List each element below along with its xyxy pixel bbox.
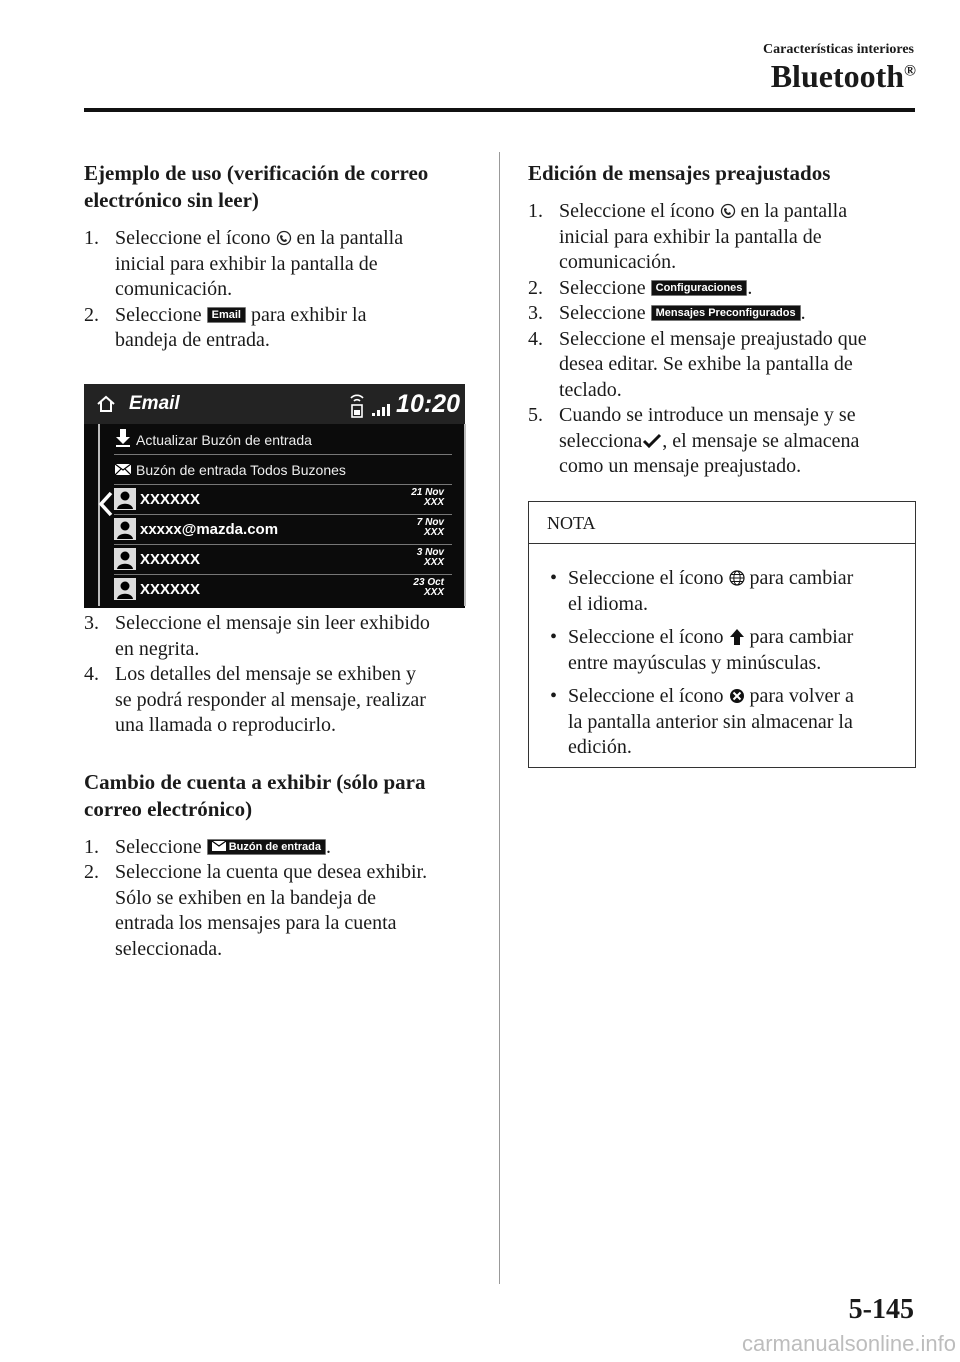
preset-step-5: 5. Cuando se introduce un mensaje y se selecciona , el mensaje se almacena como un mensaje preajustado. [528, 404, 860, 477]
left-column-bottom [84, 611, 484, 962]
heading-preset-messages: Edición de mensajes preajustados [528, 161, 831, 185]
note-title: NOTA [529, 502, 915, 544]
email-screen [84, 384, 465, 608]
step-3: 3. Seleccione el mensaje sin leer exhibido en negrita. [84, 612, 430, 660]
message-row[interactable] [114, 545, 452, 575]
download-icon [116, 429, 130, 447]
message-date: 23 Oct XXX [413, 577, 444, 598]
signal-icon [372, 404, 390, 416]
back-chevron-icon[interactable] [98, 491, 114, 517]
note-item-back: • Seleccione el ícono para volver a la pantalla anterior sin almacenar la edición. [550, 685, 854, 758]
home-icon[interactable] [96, 395, 116, 413]
person-icon [114, 518, 136, 540]
envelope-icon [115, 464, 131, 475]
note-body [529, 544, 915, 761]
right-column [528, 160, 918, 480]
message-date: 3 Nov XXX [416, 547, 444, 568]
menu-update-inbox[interactable]: Actualizar Buzón de entrada [114, 425, 452, 455]
step-1: 1. Seleccione el ícono en la pantalla inicial para exhibir la pantalla de comunicación. [84, 227, 404, 300]
communication-icon [276, 230, 292, 246]
message-row[interactable] [114, 575, 452, 604]
heading-change-account: Cambio de cuenta a exhibir (sólo para correo electrónico) [84, 769, 426, 821]
account-step-1: 1. Seleccione Buzón de entrada . [84, 835, 331, 858]
screen-title: Email [129, 393, 180, 414]
cancel-icon [729, 688, 745, 704]
message-sender: xxxxx@mazda.com [140, 521, 279, 538]
message-row[interactable] [114, 515, 452, 545]
avatar [114, 518, 136, 540]
note-box [528, 501, 916, 768]
note-item-shift: • Seleccione el ícono para cambiar entre mayúsculas y minúsculas. [550, 626, 854, 674]
message-sender: XXXXXX [140, 581, 201, 598]
heading-example: Ejemplo de uso (verificación de correo electrónico sin leer) [84, 161, 429, 212]
message-row[interactable] [114, 485, 452, 515]
settings-button[interactable]: Configuraciones [651, 280, 748, 296]
screen-topbar [84, 384, 465, 424]
preset-step-2: 2. Seleccione Configuraciones . [528, 276, 753, 299]
column-divider [499, 152, 500, 1284]
preset-step-3: 3. Seleccione Mensajes Preconfigurados . [528, 302, 806, 324]
check-icon [642, 433, 662, 449]
left-column-top [84, 160, 484, 354]
screen-clock: 10:20 [396, 390, 460, 418]
preset-step-4: 4. Seleccione el mensaje preajustado que desea editar. Se exhibe la pantalla de teclado. [528, 327, 867, 401]
header-rule [84, 108, 915, 112]
message-date: 21 Nov XXX [411, 487, 444, 508]
avatar [114, 548, 136, 570]
section-title: Características interiores [763, 42, 914, 57]
person-icon [114, 578, 136, 600]
message-sender: XXXXXX [140, 491, 201, 508]
note-item-language: • Seleccione el ícono para cambiar el idioma. [550, 567, 854, 615]
shift-arrow-icon [729, 629, 745, 645]
chapter-title: Bluetooth® [770, 58, 916, 94]
person-icon [114, 548, 136, 570]
registered-mark: ® [904, 62, 916, 80]
globe-icon [729, 570, 745, 586]
communication-icon [720, 203, 736, 219]
person-icon [114, 488, 136, 510]
inbox-button[interactable]: Buzón de entrada [207, 839, 326, 855]
avatar [114, 488, 136, 510]
step-2: 2. Seleccione Email para exhibir la bandeja de entrada. [84, 303, 367, 351]
account-step-2: 2. Seleccione la cuenta que desea exhibir. Sólo se exhiben en la bandeja de entrada los mensajes para la cuenta seleccionada. [84, 861, 428, 960]
preset-step-1: 1. Seleccione el ícono en la pantalla inicial para exhibir la pantalla de comunicación. [528, 200, 848, 273]
page-number: 5-145 [848, 1294, 914, 1325]
watermark: carmanualsonline.info [741, 1331, 956, 1356]
message-sender: XXXXXX [140, 551, 201, 568]
preset-messages-button[interactable]: Mensajes Preconfigurados [651, 305, 801, 321]
message-date: 7 Nov XXX [416, 517, 444, 538]
menu-inbox-all[interactable]: Buzón de entrada Todos Buzones [114, 455, 452, 485]
avatar [114, 578, 136, 600]
email-button[interactable]: Email [207, 307, 246, 323]
step-4: 4. Los detalles del mensaje se exhiben y se podrá responder al mensaje, realizar una llamada o reproducirlo. [84, 663, 426, 736]
wifi-phone-icon [346, 390, 368, 420]
envelope-icon [212, 841, 226, 851]
